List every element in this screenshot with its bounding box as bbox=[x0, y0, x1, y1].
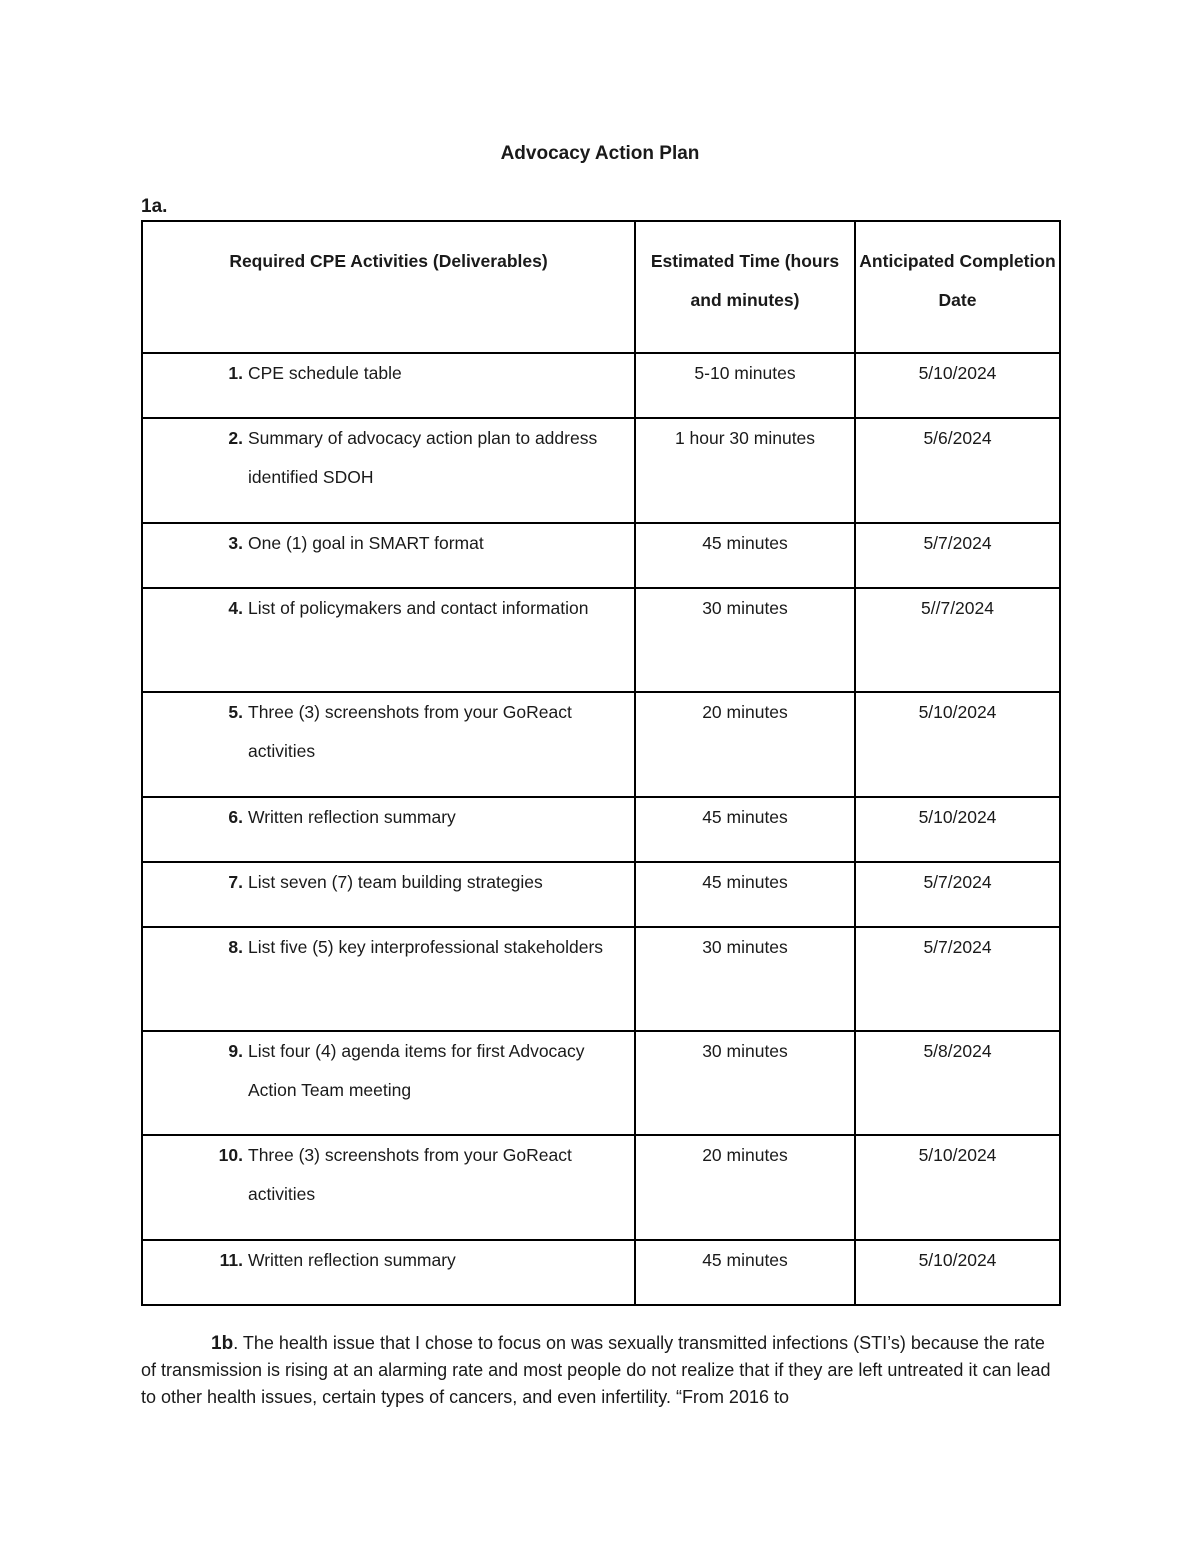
activity-cell bbox=[142, 927, 635, 1031]
activity-number: 10. bbox=[218, 1145, 243, 1165]
activity-cell bbox=[142, 1240, 635, 1305]
page-title: Advocacy Action Plan bbox=[500, 143, 700, 164]
activity-text: Three (3) screenshots from your GoReact activities bbox=[248, 1145, 572, 1204]
activity-number: 3. bbox=[228, 533, 243, 553]
section-label-1b: 1b bbox=[211, 1333, 234, 1354]
activity-cell bbox=[142, 418, 635, 523]
activity-cell bbox=[142, 523, 635, 588]
table-row bbox=[142, 1240, 1060, 1305]
activity-number: 2. bbox=[228, 428, 243, 448]
table-row bbox=[142, 797, 1060, 862]
table-row bbox=[142, 523, 1060, 588]
activity-text: Summary of advocacy action plan to address identified SDOH bbox=[248, 428, 598, 487]
table-row bbox=[142, 692, 1060, 797]
activity-cell bbox=[142, 692, 635, 797]
completion-date-cell: 5/10/2024 bbox=[855, 797, 1060, 862]
activity-text: List of policymakers and contact information bbox=[248, 598, 589, 618]
estimated-time-cell: 45 minutes bbox=[635, 797, 855, 862]
completion-date-cell: 5/7/2024 bbox=[855, 523, 1060, 588]
activity-number: 11. bbox=[219, 1250, 243, 1270]
activity-text: One (1) goal in SMART format bbox=[248, 533, 484, 553]
header-completion-date: Anticipated Completion Date bbox=[855, 221, 1060, 353]
activity-text: Three (3) screenshots from your GoReact activities bbox=[248, 702, 572, 761]
section-1b-paragraph bbox=[141, 1330, 1059, 1411]
completion-date-cell: 5/8/2024 bbox=[855, 1031, 1060, 1135]
table-row bbox=[142, 418, 1060, 523]
estimated-time-cell: 20 minutes bbox=[635, 692, 855, 797]
completion-date-cell: 5/10/2024 bbox=[855, 1240, 1060, 1305]
completion-date-cell: 5/10/2024 bbox=[855, 1135, 1060, 1240]
section-label-1a: 1a. bbox=[141, 196, 168, 217]
activity-text: List four (4) agenda items for first Advocacy Action Team meeting bbox=[248, 1041, 585, 1100]
table-row bbox=[142, 927, 1060, 1031]
completion-date-cell: 5/7/2024 bbox=[855, 862, 1060, 927]
table-row bbox=[142, 1135, 1060, 1240]
activity-cell bbox=[142, 588, 635, 692]
completion-date-cell: 5/10/2024 bbox=[855, 353, 1060, 418]
table-header-row bbox=[142, 221, 1060, 353]
activity-number: 4. bbox=[228, 598, 243, 618]
estimated-time-cell: 45 minutes bbox=[635, 862, 855, 927]
estimated-time-cell: 30 minutes bbox=[635, 588, 855, 692]
activity-text: List seven (7) team building strategies bbox=[248, 872, 543, 892]
activity-cell bbox=[142, 862, 635, 927]
table-row bbox=[142, 353, 1060, 418]
table-row bbox=[142, 1031, 1060, 1135]
action-plan-table bbox=[141, 220, 1061, 1306]
activity-text: CPE schedule table bbox=[248, 363, 402, 383]
estimated-time-cell: 45 minutes bbox=[635, 523, 855, 588]
header-activities: Required CPE Activities (Deliverables) bbox=[142, 221, 635, 353]
completion-date-cell: 5/10/2024 bbox=[855, 692, 1060, 797]
activity-text: Written reflection summary bbox=[248, 1250, 456, 1270]
completion-date-cell: 5/7/2024 bbox=[855, 927, 1060, 1031]
completion-date-cell: 5//7/2024 bbox=[855, 588, 1060, 692]
activity-number: 7. bbox=[228, 872, 243, 892]
activity-text: Written reflection summary bbox=[248, 807, 456, 827]
completion-date-cell: 5/6/2024 bbox=[855, 418, 1060, 523]
activity-number: 5. bbox=[228, 702, 243, 722]
activity-number: 9. bbox=[228, 1041, 243, 1061]
header-estimated-time: Estimated Time (hours and minutes) bbox=[635, 221, 855, 353]
table-row bbox=[142, 862, 1060, 927]
estimated-time-cell: 45 minutes bbox=[635, 1240, 855, 1305]
activity-cell bbox=[142, 1031, 635, 1135]
table-row bbox=[142, 588, 1060, 692]
activity-cell bbox=[142, 797, 635, 862]
activity-number: 6. bbox=[228, 807, 243, 827]
estimated-time-cell: 20 minutes bbox=[635, 1135, 855, 1240]
estimated-time-cell: 30 minutes bbox=[635, 1031, 855, 1135]
activity-number: 8. bbox=[228, 937, 243, 957]
estimated-time-cell: 30 minutes bbox=[635, 927, 855, 1031]
activity-cell bbox=[142, 353, 635, 418]
estimated-time-cell: 1 hour 30 minutes bbox=[635, 418, 855, 523]
table-body bbox=[142, 353, 1060, 1305]
section-1b-text: . The health issue that I chose to focus on was sexually transmitted infections (STI’s) because the rate of transmission is rising at an alarming rate and most people do not realize that if they are left untreated it can lead to other health issues, certain types of cancers, and even infertility. “From 2016 to bbox=[141, 1333, 1051, 1407]
activity-text: List five (5) key interprofessional stakeholders bbox=[248, 937, 604, 957]
activity-cell bbox=[142, 1135, 635, 1240]
activity-number: 1. bbox=[228, 363, 243, 383]
estimated-time-cell: 5-10 minutes bbox=[635, 353, 855, 418]
